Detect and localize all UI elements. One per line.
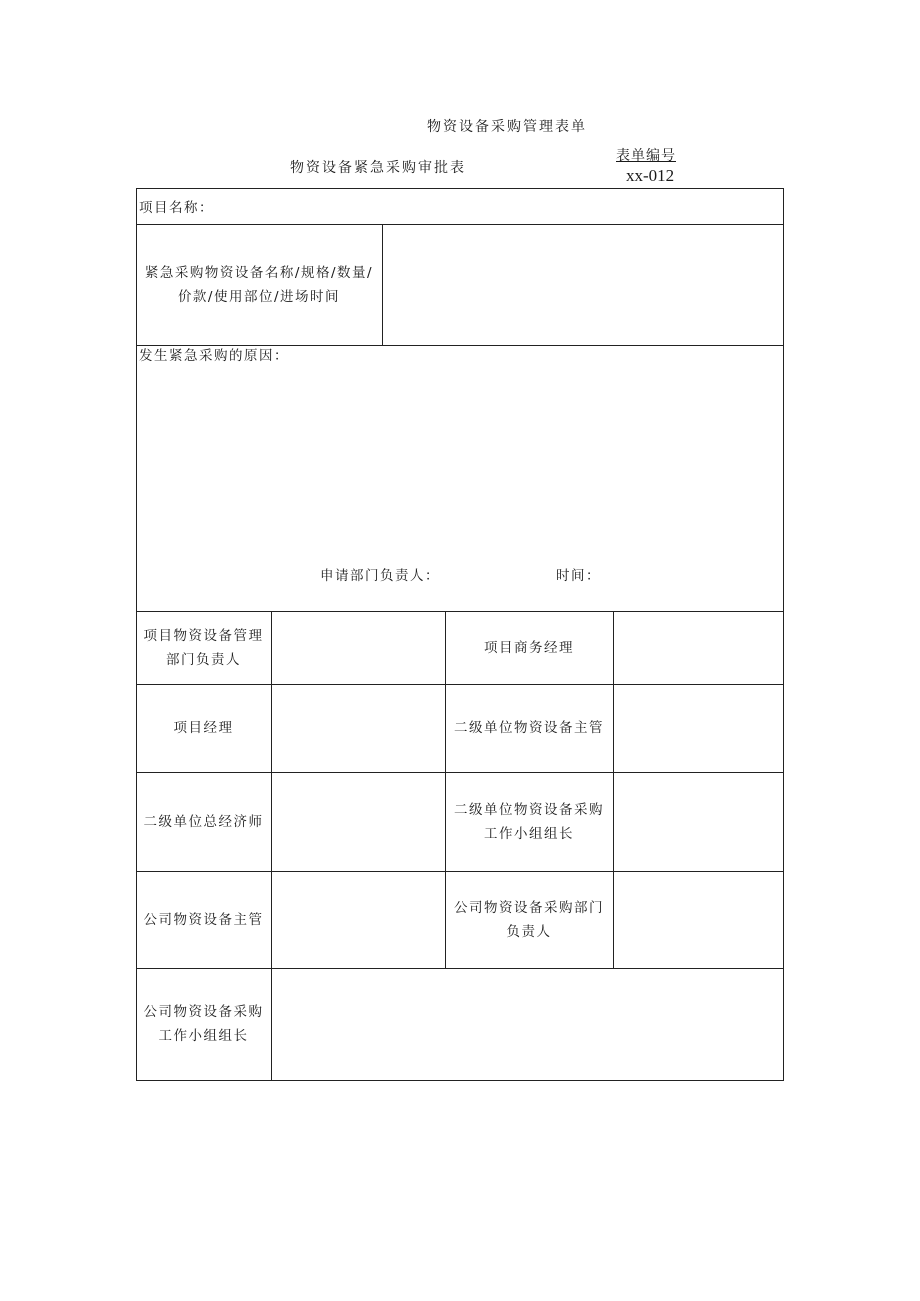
signature-field[interactable] bbox=[615, 774, 782, 870]
signature-field[interactable] bbox=[273, 613, 444, 683]
approver-label-line: 工作小组组长 bbox=[484, 825, 574, 842]
approver-label: 二级单位物资设备主管 bbox=[454, 720, 604, 736]
project-name-field[interactable] bbox=[226, 192, 780, 221]
approver-label-line: 部门负责人 bbox=[166, 651, 241, 668]
table-border-right bbox=[783, 188, 784, 1081]
signature-field[interactable] bbox=[273, 970, 782, 1079]
approver-label: 二级单位总经济师 bbox=[143, 813, 264, 830]
approver-label bbox=[136, 968, 271, 1080]
reason-field[interactable] bbox=[140, 370, 780, 560]
approver-label-line: 二级单位物资设备采购 bbox=[454, 801, 604, 818]
signature-field[interactable] bbox=[273, 774, 444, 870]
approver-label-line: 负责人 bbox=[506, 923, 552, 940]
approver-label: 项目经理 bbox=[173, 720, 234, 736]
form-number-value: xx-012 bbox=[626, 166, 675, 185]
signature-field[interactable] bbox=[615, 613, 782, 683]
approver-label-line: 工作小组组长 bbox=[158, 1028, 249, 1044]
approver-label-line: 公司物资设备采购 bbox=[143, 1004, 264, 1020]
approval-form-table bbox=[136, 188, 784, 1081]
applicant-time-label: 时间： bbox=[556, 568, 601, 584]
approver-label bbox=[445, 871, 613, 968]
applicant-signature-label: 申请部门负责人： bbox=[320, 568, 440, 584]
table-border-top bbox=[136, 188, 784, 189]
item-detail-label-line2: 价款/使用部位/进场时间 bbox=[177, 288, 341, 305]
reason-label: 发生紧急采购的原因： bbox=[139, 348, 289, 364]
project-name-label: 项目名称： bbox=[139, 200, 214, 216]
signature-field[interactable] bbox=[615, 686, 782, 771]
document-header-title: 物资设备采购管理表单 bbox=[427, 119, 587, 135]
signature-field[interactable] bbox=[273, 873, 444, 967]
item-detail-label bbox=[136, 224, 382, 345]
item-detail-label-line1: 紧急采购物资设备名称/规格/数量/ bbox=[144, 264, 374, 281]
col-line bbox=[271, 611, 272, 1081]
approver-label: 公司物资设备主管 bbox=[143, 911, 264, 928]
item-detail-field[interactable] bbox=[384, 226, 782, 344]
table-border-bottom bbox=[136, 1080, 784, 1081]
approver-label: 项目商务经理 bbox=[484, 639, 574, 656]
signature-field[interactable] bbox=[615, 873, 782, 967]
approver-label-line: 公司物资设备采购部门 bbox=[454, 899, 604, 916]
col-line bbox=[382, 224, 383, 345]
form-number-label: 表单编号 bbox=[616, 148, 676, 164]
col-line bbox=[613, 611, 614, 968]
approver-label bbox=[136, 611, 271, 684]
approver-label-line: 项目物资设备管理 bbox=[143, 627, 264, 644]
approver-label bbox=[445, 772, 613, 871]
form-title: 物资设备紧急采购审批表 bbox=[290, 160, 466, 176]
signature-field[interactable] bbox=[273, 686, 444, 771]
